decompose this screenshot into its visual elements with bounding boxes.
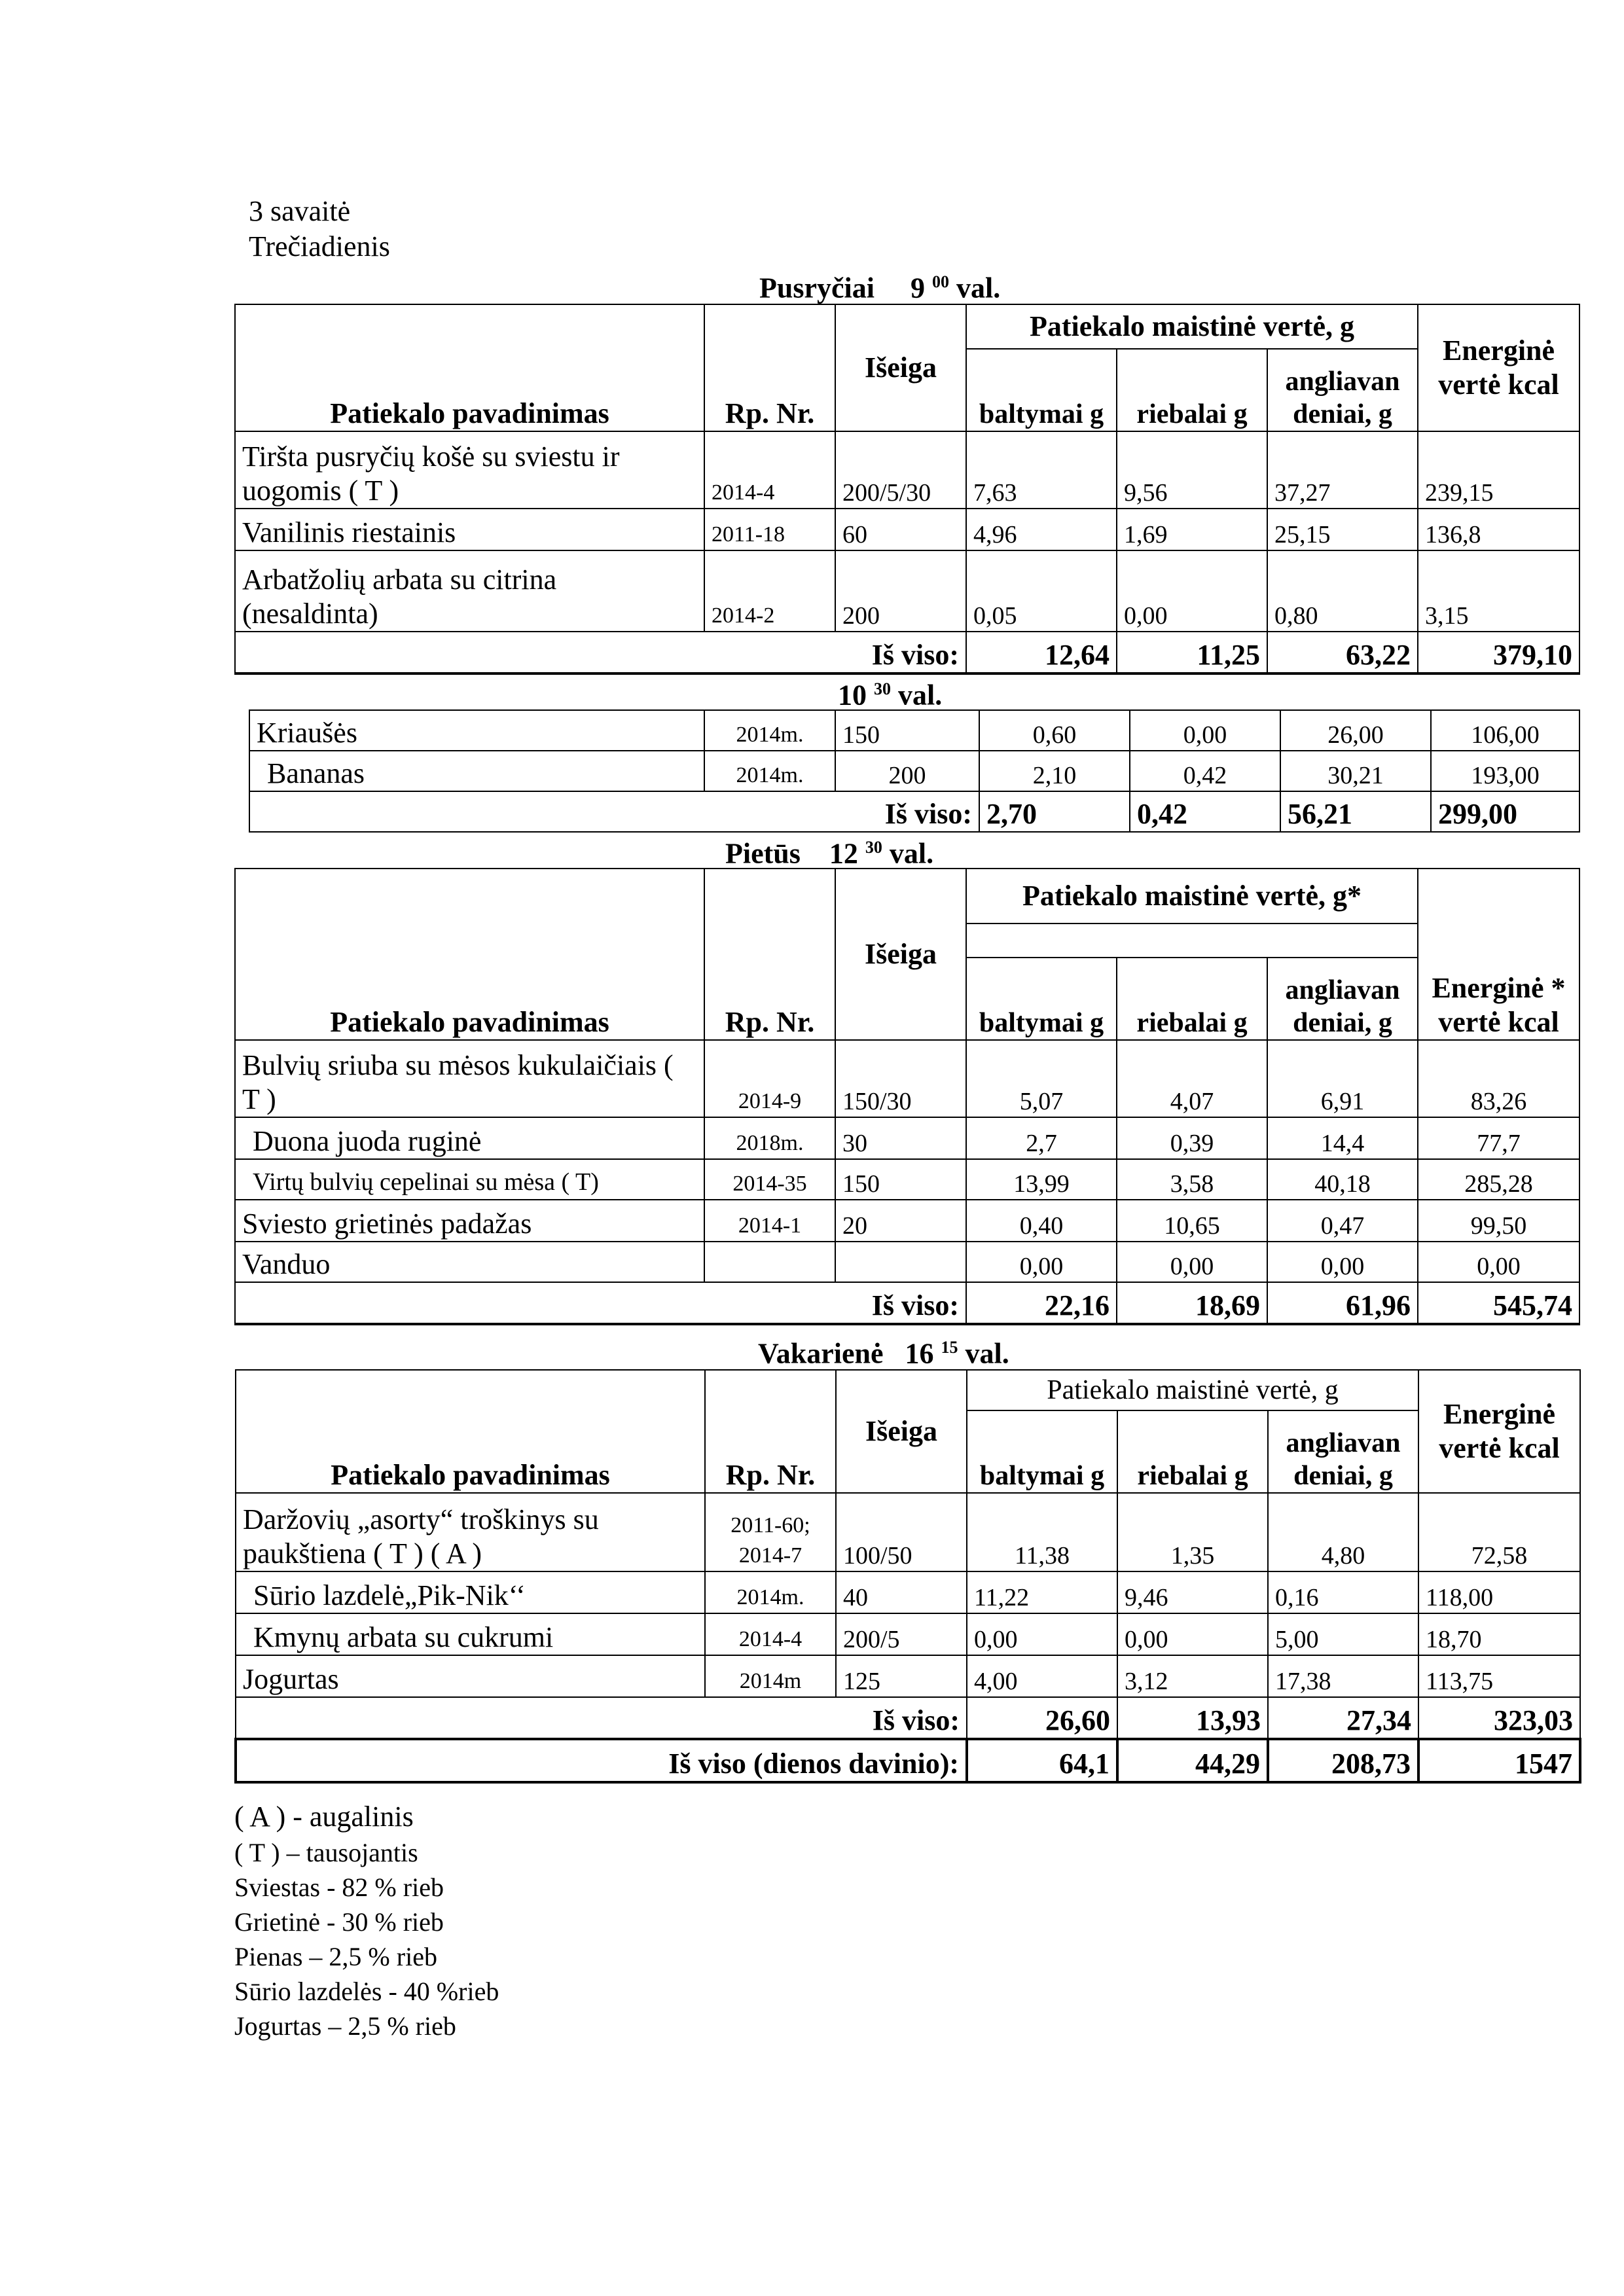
week-label: 3 savaitė	[249, 195, 351, 227]
col-header-protein: baltymai g	[966, 349, 1117, 431]
note-line: Sūrio lazdelės - 40 %rieb	[234, 1977, 499, 2006]
col-header-rp: Rp. Nr.	[705, 1370, 836, 1493]
col-header-nutrition: Patiekalo maistinė vertė, g	[966, 304, 1418, 349]
table-row: Bulvių sriuba su mėsos kukulaičiais ( T ) 2014-9 150/30 5,07 4,07 6,91 83,26	[235, 1040, 1579, 1117]
col-header-carbs: angliavan deniai, g	[1268, 1410, 1418, 1493]
col-header-carbs: angliavan deniai, g	[1267, 958, 1418, 1040]
col-header-nutrition: Patiekalo maistinė vertė, g	[967, 1370, 1418, 1410]
day-label: Trečiadienis	[249, 230, 390, 262]
col-header-iseiga: Išeiga	[835, 869, 966, 1040]
col-header-energy: Energinė * vertė kcal	[1418, 869, 1579, 1040]
day-total-row: Iš viso (dienos davinio): 64,1 44,29 208,73 1547	[236, 1739, 1580, 1782]
snack-table	[249, 709, 1580, 833]
lunch-table	[234, 868, 1580, 1325]
snack-title: 10 $^{30}$ val.	[838, 679, 943, 711]
table-row: Vanilinis riestainis 2011-18 60 4,96 1,69 25,15 136,8	[235, 509, 1579, 550]
note-line: Sviestas - 82 % rieb	[234, 1873, 444, 1902]
col-header-fat: riebalai g	[1117, 958, 1267, 1040]
table-row: Duona juoda ruginė 2018m. 30 2,7 0,39 14,4 77,7	[235, 1117, 1579, 1159]
table-row: Kriaušės 2014m. 150 0,60 0,00 26,00 106,00	[249, 710, 1579, 751]
col-header-name: Patiekalo pavadinimas	[236, 1370, 705, 1493]
col-header-rp: Rp. Nr.	[704, 304, 835, 431]
col-header-nutrition: Patiekalo maistinė vertė, g*	[966, 869, 1418, 924]
footnotes	[234, 1799, 499, 2043]
breakfast-title: Pusryčiai 9 $^{00}$ val.	[759, 272, 1001, 304]
table-row: Kmynų arbata su cukrumi 2014-4 200/5 0,00 0,00 5,00 18,70	[236, 1613, 1580, 1655]
dinner-table	[234, 1369, 1581, 1784]
col-header-fat: riebalai g	[1117, 1410, 1268, 1493]
note-line: Pienas – 2,5 % rieb	[234, 1942, 437, 1971]
note-line: Grietinė - 30 % rieb	[234, 1907, 444, 1937]
col-header-energy: Energinė vertė kcal	[1418, 1370, 1580, 1493]
total-row: Iš viso: 2,70 0,42 56,21 299,00	[249, 791, 1579, 832]
table-row: Sviesto grietinės padažas 2014-1 20 0,40 10,65 0,47 99,50	[235, 1200, 1579, 1242]
dinner-title: Vakarienė 16 $^{15}$ val.	[758, 1337, 1009, 1370]
col-header-name: Patiekalo pavadinimas	[235, 304, 704, 431]
table-row: Virtų bulvių cepelinai su mėsa ( T) 2014-35 150 13,99 3,58 40,18 285,28	[235, 1159, 1579, 1200]
col-header-iseiga: Išeiga	[835, 304, 966, 431]
note-line: Jogurtas – 2,5 % rieb	[234, 2011, 456, 2041]
table-row: Jogurtas 2014m 125 4,00 3,12 17,38 113,75	[236, 1655, 1580, 1697]
lunch-title: Pietūs 12 $^{30}$ val.	[725, 837, 934, 870]
table-row: Daržovių „asorty“ troškinys su paukštiena ( T ) ( A ) 2011-60; 2014-7 100/50 11,38 1,35 4,80 72,58	[236, 1493, 1580, 1571]
col-header-iseiga: Išeiga	[836, 1370, 967, 1493]
col-header-rp: Rp. Nr.	[704, 869, 835, 1040]
note-line: ( A ) - augalinis	[234, 1801, 414, 1833]
col-header-fat: riebalai g	[1117, 349, 1267, 431]
total-row: Iš viso: 26,60 13,93 27,34 323,03	[236, 1697, 1580, 1739]
col-header-carbs: angliavan deniai, g	[1267, 349, 1418, 431]
col-header-protein: baltymai g	[967, 1410, 1117, 1493]
col-header-protein: baltymai g	[966, 958, 1117, 1040]
table-row: Tiršta pusryčių košė su sviestu ir uogomis ( T ) 2014-4 200/5/30 7,63 9,56 37,27 239,15	[235, 431, 1579, 509]
total-row: Iš viso: 12,64 11,25 63,22 379,10	[235, 632, 1579, 673]
total-row: Iš viso: 22,16 18,69 61,96 545,74	[235, 1282, 1579, 1324]
breakfast-table	[234, 304, 1580, 675]
table-row: Bananas 2014m. 200 2,10 0,42 30,21 193,00	[249, 751, 1579, 791]
table-row: Sūrio lazdelė„Pik-Nik‘‘ 2014m. 40 11,22 9,46 0,16 118,00	[236, 1571, 1580, 1613]
note-line: ( T ) – tausojantis	[234, 1838, 418, 1867]
table-row: Vanduo 0,00 0,00 0,00 0,00	[235, 1242, 1579, 1282]
col-header-name: Patiekalo pavadinimas	[235, 869, 704, 1040]
table-row: Arbatžolių arbata su citrina (nesaldinta) 2014-2 200 0,05 0,00 0,80 3,15	[235, 550, 1579, 632]
col-header-energy: Energinė vertė kcal	[1418, 304, 1579, 431]
